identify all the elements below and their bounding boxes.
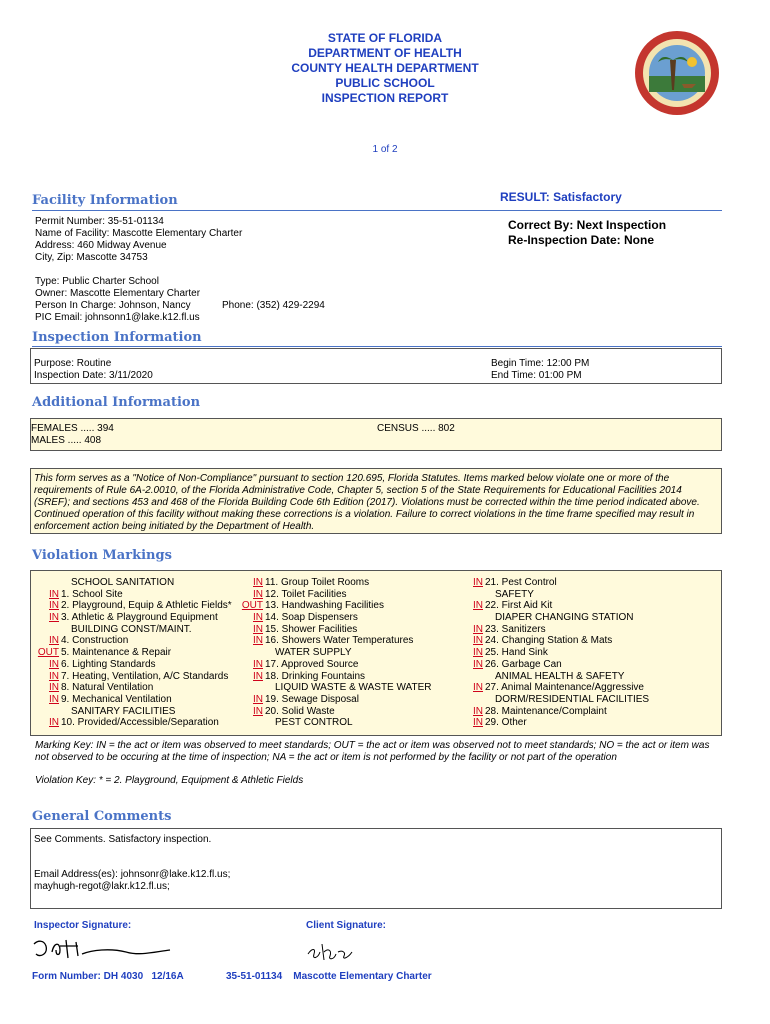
violation-item bbox=[457, 577, 649, 589]
violation-item bbox=[457, 647, 649, 659]
correct-by: Correct By: Next Inspection bbox=[508, 218, 667, 232]
facility-city-zip: City, Zip: Mascotte 34753 bbox=[35, 252, 148, 263]
facility-owner: Owner: Mascotte Elementary Charter bbox=[35, 288, 201, 299]
violation-item bbox=[33, 671, 232, 683]
notice-line-3: (SREF); and sections 453 and 468 of the Florida Building Code 6th Edition (2017). Violations must be corrected within the time period indicated above. bbox=[34, 497, 700, 508]
violation-label: 7. Heating, Ventilation, A/C Standards bbox=[61, 670, 229, 682]
violation-category bbox=[237, 682, 432, 694]
notice-line-4: Continued operation of this facility without making these corrections is a violation. Failure to correct violations in the time frame specified may result in bbox=[34, 509, 695, 520]
males-count: MALES ..... 408 bbox=[31, 435, 102, 446]
violation-status: IN bbox=[49, 600, 59, 612]
violation-status: IN bbox=[49, 693, 59, 705]
violation-label: 18. Drinking Fountains bbox=[265, 670, 366, 682]
violation-label: 28. Maintenance/Complaint bbox=[485, 705, 607, 717]
comments-email-2: mayhugh-regot@lakr.k12.fl.us; bbox=[34, 881, 170, 892]
violation-category bbox=[33, 624, 232, 636]
comments-text: See Comments. Satisfactory inspection. bbox=[34, 834, 212, 845]
violation-label: 23. Sanitizers bbox=[485, 623, 546, 635]
violation-item bbox=[237, 600, 432, 612]
header-department: DEPARTMENT OF HEALTH bbox=[308, 46, 462, 60]
violation-status: IN bbox=[473, 577, 483, 588]
census-count: CENSUS ..... 802 bbox=[377, 423, 455, 434]
violation-label: 14. Soap Dispensers bbox=[265, 612, 358, 624]
person-in-charge: Person In Charge: Johnson, Nancy bbox=[35, 300, 191, 311]
violation-label: 21. Pest Control bbox=[485, 577, 557, 588]
violation-status: IN bbox=[473, 647, 483, 659]
notice-line-2: requirements of Rule 6A-2.0010, of the Florida Administrative Code, Chapter 5, section 5 of the State Requirements for Educational Facilities 2014 bbox=[34, 485, 682, 496]
violation-label: PEST CONTROL bbox=[275, 717, 353, 729]
violation-item bbox=[237, 671, 432, 683]
violation-item bbox=[457, 600, 649, 612]
violation-label: 1. School Site bbox=[61, 588, 123, 600]
violation-item bbox=[237, 635, 432, 647]
violation-item bbox=[33, 659, 232, 671]
violation-item bbox=[457, 659, 649, 671]
marking-key-line-2: not observed to be occuring at the time of inspection; NA = the act or item is not performed by the facility or not part of the operation bbox=[35, 752, 617, 763]
violation-column-2 bbox=[237, 577, 432, 729]
additional-section-title: Additional Information bbox=[32, 395, 201, 410]
facility-type: Type: Public Charter School bbox=[35, 276, 159, 287]
violation-item bbox=[237, 589, 432, 601]
violation-item bbox=[237, 577, 432, 589]
comments-box bbox=[30, 828, 722, 909]
inspection-date: Inspection Date: 3/11/2020 bbox=[34, 370, 153, 381]
inspector-signature-label: Inspector Signature: bbox=[34, 920, 132, 931]
violation-label: 2. Playground, Equip & Athletic Fields* bbox=[61, 600, 232, 612]
violation-category bbox=[33, 706, 232, 718]
violation-category bbox=[457, 612, 649, 624]
violation-label: 13. Handwashing Facilities bbox=[265, 600, 384, 612]
violation-column-3 bbox=[457, 577, 649, 729]
header-report: INSPECTION REPORT bbox=[321, 91, 449, 105]
end-time: End Time: 01:00 PM bbox=[491, 370, 582, 381]
violation-category bbox=[457, 694, 649, 706]
violation-item bbox=[457, 706, 649, 718]
violation-label: ANIMAL HEALTH & SAFETY bbox=[495, 670, 625, 682]
violation-status: OUT bbox=[241, 600, 263, 612]
header-state: STATE OF FLORIDA bbox=[327, 31, 443, 45]
violation-label: 4. Construction bbox=[61, 635, 129, 647]
additional-box bbox=[30, 418, 722, 451]
violation-status: IN bbox=[49, 588, 59, 600]
violation-label: 26. Garbage Can bbox=[485, 658, 562, 670]
violation-status: IN bbox=[49, 717, 59, 729]
violation-label: 8. Natural Ventilation bbox=[61, 682, 154, 694]
violation-label: 27. Animal Maintenance/Aggressive bbox=[485, 682, 644, 694]
notice-box bbox=[30, 468, 722, 534]
marking-key-line-1: Marking Key: IN = the act or item was observed to meet standards; OUT = the act or item was observed not to meet standards; NO = the act or item was bbox=[35, 740, 710, 751]
violation-label: 11. Group Toilet Rooms bbox=[265, 577, 370, 588]
violation-label: 20. Solid Waste bbox=[265, 705, 335, 717]
violation-label: 10. Provided/Accessible/Separation bbox=[61, 717, 219, 729]
violation-status: IN bbox=[253, 612, 263, 624]
violation-status: IN bbox=[253, 623, 263, 635]
violation-status: IN bbox=[253, 693, 263, 705]
violation-status: OUT bbox=[37, 647, 59, 659]
violation-key: Violation Key: * = 2. Playground, Equipment & Athletic Fields bbox=[35, 775, 304, 786]
violation-label: 22. First Aid Kit bbox=[485, 600, 553, 612]
violation-item bbox=[33, 694, 232, 706]
violation-item bbox=[33, 717, 232, 729]
client-signature-icon bbox=[304, 938, 356, 964]
comments-section-title: General Comments bbox=[32, 809, 172, 824]
pic-email: PIC Email: johnsonn1@lake.k12.fl.us bbox=[35, 312, 200, 323]
facility-address: Address: 460 Midway Avenue bbox=[35, 240, 167, 251]
header-school: PUBLIC SCHOOL bbox=[335, 76, 435, 90]
violation-status: IN bbox=[473, 682, 483, 694]
violation-item bbox=[237, 624, 432, 636]
inspection-result: RESULT: Satisfactory bbox=[500, 190, 622, 204]
violation-label: 17. Approved Source bbox=[265, 658, 359, 670]
violation-item bbox=[33, 647, 232, 659]
correction-info bbox=[508, 218, 666, 248]
violation-label: BUILDING CONST/MAINT. bbox=[71, 623, 192, 635]
violation-status: IN bbox=[473, 705, 483, 717]
inspection-section-title: Inspection Information bbox=[32, 330, 202, 345]
violation-label: DORM/RESIDENTIAL FACILITIES bbox=[495, 693, 650, 705]
violation-label: 19. Sewage Disposal bbox=[265, 693, 359, 705]
violation-item bbox=[457, 635, 649, 647]
inspection-box bbox=[30, 348, 722, 384]
females-count: FEMALES ..... 394 bbox=[31, 423, 114, 434]
violation-label: 16. Showers Water Temperatures bbox=[265, 635, 414, 647]
violation-status: IN bbox=[253, 670, 263, 682]
violation-label: 15. Shower Facilities bbox=[265, 623, 358, 635]
violation-label: 24. Changing Station & Mats bbox=[485, 635, 613, 647]
violation-item bbox=[457, 717, 649, 729]
violation-status: IN bbox=[49, 658, 59, 670]
violation-item bbox=[237, 612, 432, 624]
violation-item bbox=[457, 624, 649, 636]
violation-status: IN bbox=[473, 623, 483, 635]
violation-status: IN bbox=[253, 705, 263, 717]
violation-label: 3. Athletic & Playground Equipment bbox=[61, 612, 218, 624]
violation-status: IN bbox=[253, 588, 263, 600]
violation-label: 9. Mechanical Ventilation bbox=[61, 693, 172, 705]
violation-label: 29. Other bbox=[485, 717, 527, 729]
begin-time: Begin Time: 12:00 PM bbox=[491, 358, 590, 369]
violation-label: WATER SUPPLY bbox=[275, 647, 352, 659]
violation-item bbox=[457, 682, 649, 694]
header-county: COUNTY HEALTH DEPARTMENT bbox=[291, 61, 479, 75]
facility-details bbox=[35, 216, 242, 324]
violation-status: IN bbox=[473, 658, 483, 670]
notice-line-5: enforcement action being initiated by the Department of Health. bbox=[34, 521, 315, 532]
facility-divider bbox=[32, 210, 722, 211]
reinspection-date: Re-Inspection Date: None bbox=[508, 233, 655, 247]
violation-label: SAFETY bbox=[495, 588, 534, 600]
violation-label: 6. Lighting Standards bbox=[61, 658, 156, 670]
violation-status: IN bbox=[473, 600, 483, 612]
violation-category bbox=[33, 577, 232, 589]
form-number: Form Number: DH 4030 12/16A bbox=[32, 971, 184, 982]
violation-item bbox=[237, 659, 432, 671]
violation-label: 25. Hand Sink bbox=[485, 647, 548, 659]
footer-facility: 35-51-01134 Mascotte Elementary Charter bbox=[226, 971, 432, 982]
violation-status: IN bbox=[49, 682, 59, 694]
violation-category bbox=[457, 589, 649, 601]
violation-category bbox=[237, 647, 432, 659]
marking-key bbox=[35, 740, 709, 764]
violation-label: 5. Maintenance & Repair bbox=[61, 647, 172, 659]
violation-section-title: Violation Markings bbox=[32, 548, 172, 563]
inspection-purpose: Purpose: Routine bbox=[34, 358, 112, 369]
comments-email-1: Email Address(es): johnsonr@lake.k12.fl.us; bbox=[34, 869, 231, 880]
facility-phone: Phone: (352) 429-2294 bbox=[222, 300, 325, 311]
violation-item bbox=[237, 694, 432, 706]
page-number: 1 of 2 bbox=[372, 144, 398, 155]
violation-status: IN bbox=[253, 577, 263, 588]
violation-item bbox=[33, 600, 232, 612]
inspection-divider bbox=[32, 346, 722, 347]
violation-status: IN bbox=[473, 717, 483, 729]
violation-column-1 bbox=[33, 577, 232, 729]
violation-label: LIQUID WASTE & WASTE WATER bbox=[275, 682, 432, 694]
violation-item bbox=[237, 706, 432, 718]
inspector-signature-icon bbox=[30, 932, 175, 964]
violation-status: IN bbox=[49, 612, 59, 624]
violation-item bbox=[33, 589, 232, 601]
violation-status: IN bbox=[473, 635, 483, 647]
violation-label: SANITARY FACILITIES bbox=[71, 705, 176, 717]
violation-category bbox=[457, 671, 649, 683]
violation-status: IN bbox=[49, 670, 59, 682]
violation-label: DIAPER CHANGING STATION bbox=[495, 612, 634, 624]
violation-label: SCHOOL SANITATION bbox=[71, 577, 175, 588]
violation-item bbox=[33, 612, 232, 624]
florida-seal-icon bbox=[634, 30, 720, 116]
permit-number: Permit Number: 35-51-01134 bbox=[35, 216, 164, 227]
facility-name: Name of Facility: Mascotte Elementary Charter bbox=[35, 228, 243, 239]
violation-status: IN bbox=[49, 635, 59, 647]
violation-status: IN bbox=[253, 658, 263, 670]
violation-item bbox=[33, 635, 232, 647]
violation-category bbox=[237, 717, 432, 729]
violation-item bbox=[33, 682, 232, 694]
violation-box bbox=[30, 570, 722, 736]
notice-line-1: This form serves as a "Notice of Non-Compliance" pursuant to section 120.695, Florida Statutes. Items marked below violate one or more of the bbox=[34, 473, 670, 484]
violation-label: 12. Toilet Facilities bbox=[265, 588, 347, 600]
violation-status: IN bbox=[253, 635, 263, 647]
facility-section-title: Facility Information bbox=[32, 193, 178, 208]
client-signature-label: Client Signature: bbox=[306, 920, 387, 931]
